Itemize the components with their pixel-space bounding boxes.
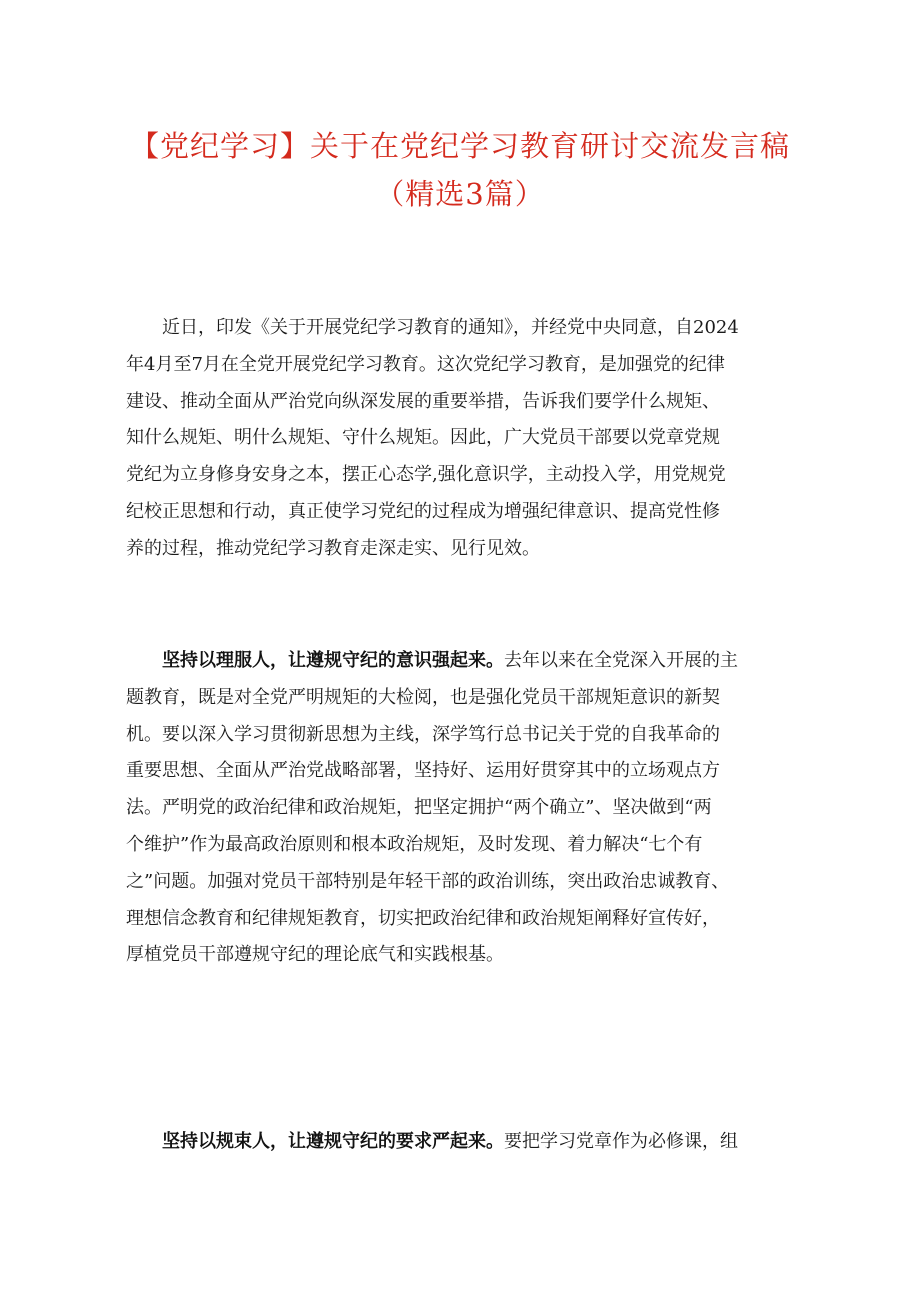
paragraph-line-rest: 要把学习党章作为必修课，组 <box>504 1131 738 1152</box>
paragraph-line: 养的过程，推动党纪学习教育走深走实、见行见效。 <box>126 537 540 559</box>
paragraph-line: 知什么规矩、明什么规矩、守什么规矩。因此，广大党员干部要以党章党规 <box>126 427 720 449</box>
document-title-line2: （精选3篇） <box>375 177 545 211</box>
paragraph-line: 法。严明党的政治纪律和政治规矩，把坚定拥护“两个确立”、坚决做到“两 <box>126 797 712 819</box>
paragraph-line: 党纪为立身修身安身之本，摆正心态学,强化意识学，主动投入学，用党规党 <box>126 464 726 486</box>
paragraph-line: 近日，印发《关于开展党纪学习教育的通知》，并经党中央同意，自2024 <box>162 317 739 338</box>
paragraph-line: 年4月至7月在全党开展党纪学习教育。这次党纪学习教育，是加强党的纪律 <box>126 353 725 375</box>
paragraph-line: 厚植党员干部遵规守纪的理论底气和实践根基。 <box>126 944 504 966</box>
paragraph-line: 机。要以深入学习贯彻新思想为主线，深学笃行总书记关于党的自我革命的 <box>126 723 720 745</box>
document-title-line1: 【党纪学习】关于在党纪学习教育研讨交流发言稿 <box>129 129 790 163</box>
paragraph-reasoning <box>126 643 798 974</box>
paragraph-lead-heading: 坚持以理服人，让遵规守纪的意识强起来。 <box>162 650 504 671</box>
paragraph-line: 理想信念教育和纪律规矩教育，切实把政治纪律和政治规矩阐释好宣传好， <box>126 907 720 929</box>
paragraph-line: 之”问题。加强对党员干部特别是年轻干部的政治训练，突出政治忠诚教育、 <box>126 870 730 892</box>
paragraph-rules <box>126 1124 798 1161</box>
paragraph-line: 重要思想、全面从严治党战略部署，坚持好、运用好贯穿其中的立场观点方 <box>126 760 720 782</box>
paragraph-intro <box>126 310 798 568</box>
paragraph-lead-heading: 坚持以规束人，让遵规守纪的要求严起来。 <box>162 1131 504 1152</box>
paragraph-line: 题教育，既是对全党严明规矩的大检阅，也是强化党员干部规矩意识的新契 <box>126 686 720 708</box>
paragraph-first-line <box>126 1124 798 1161</box>
paragraph-line-rest: 去年以来在全党深入开展的主 <box>504 650 738 671</box>
paragraph-line: 纪校正思想和行动，真正使学习党纪的过程成为增强纪律意识、提高党性修 <box>126 500 720 522</box>
paragraph-first-line <box>126 643 798 680</box>
paragraph-line: 个维护”作为最高政治原则和根本政治规矩，及时发现、着力解决“七个有 <box>126 833 703 855</box>
paragraph-line: 建设、推动全面从严治党向纵深发展的重要举措，告诉我们要学什么规矩、 <box>126 390 720 412</box>
